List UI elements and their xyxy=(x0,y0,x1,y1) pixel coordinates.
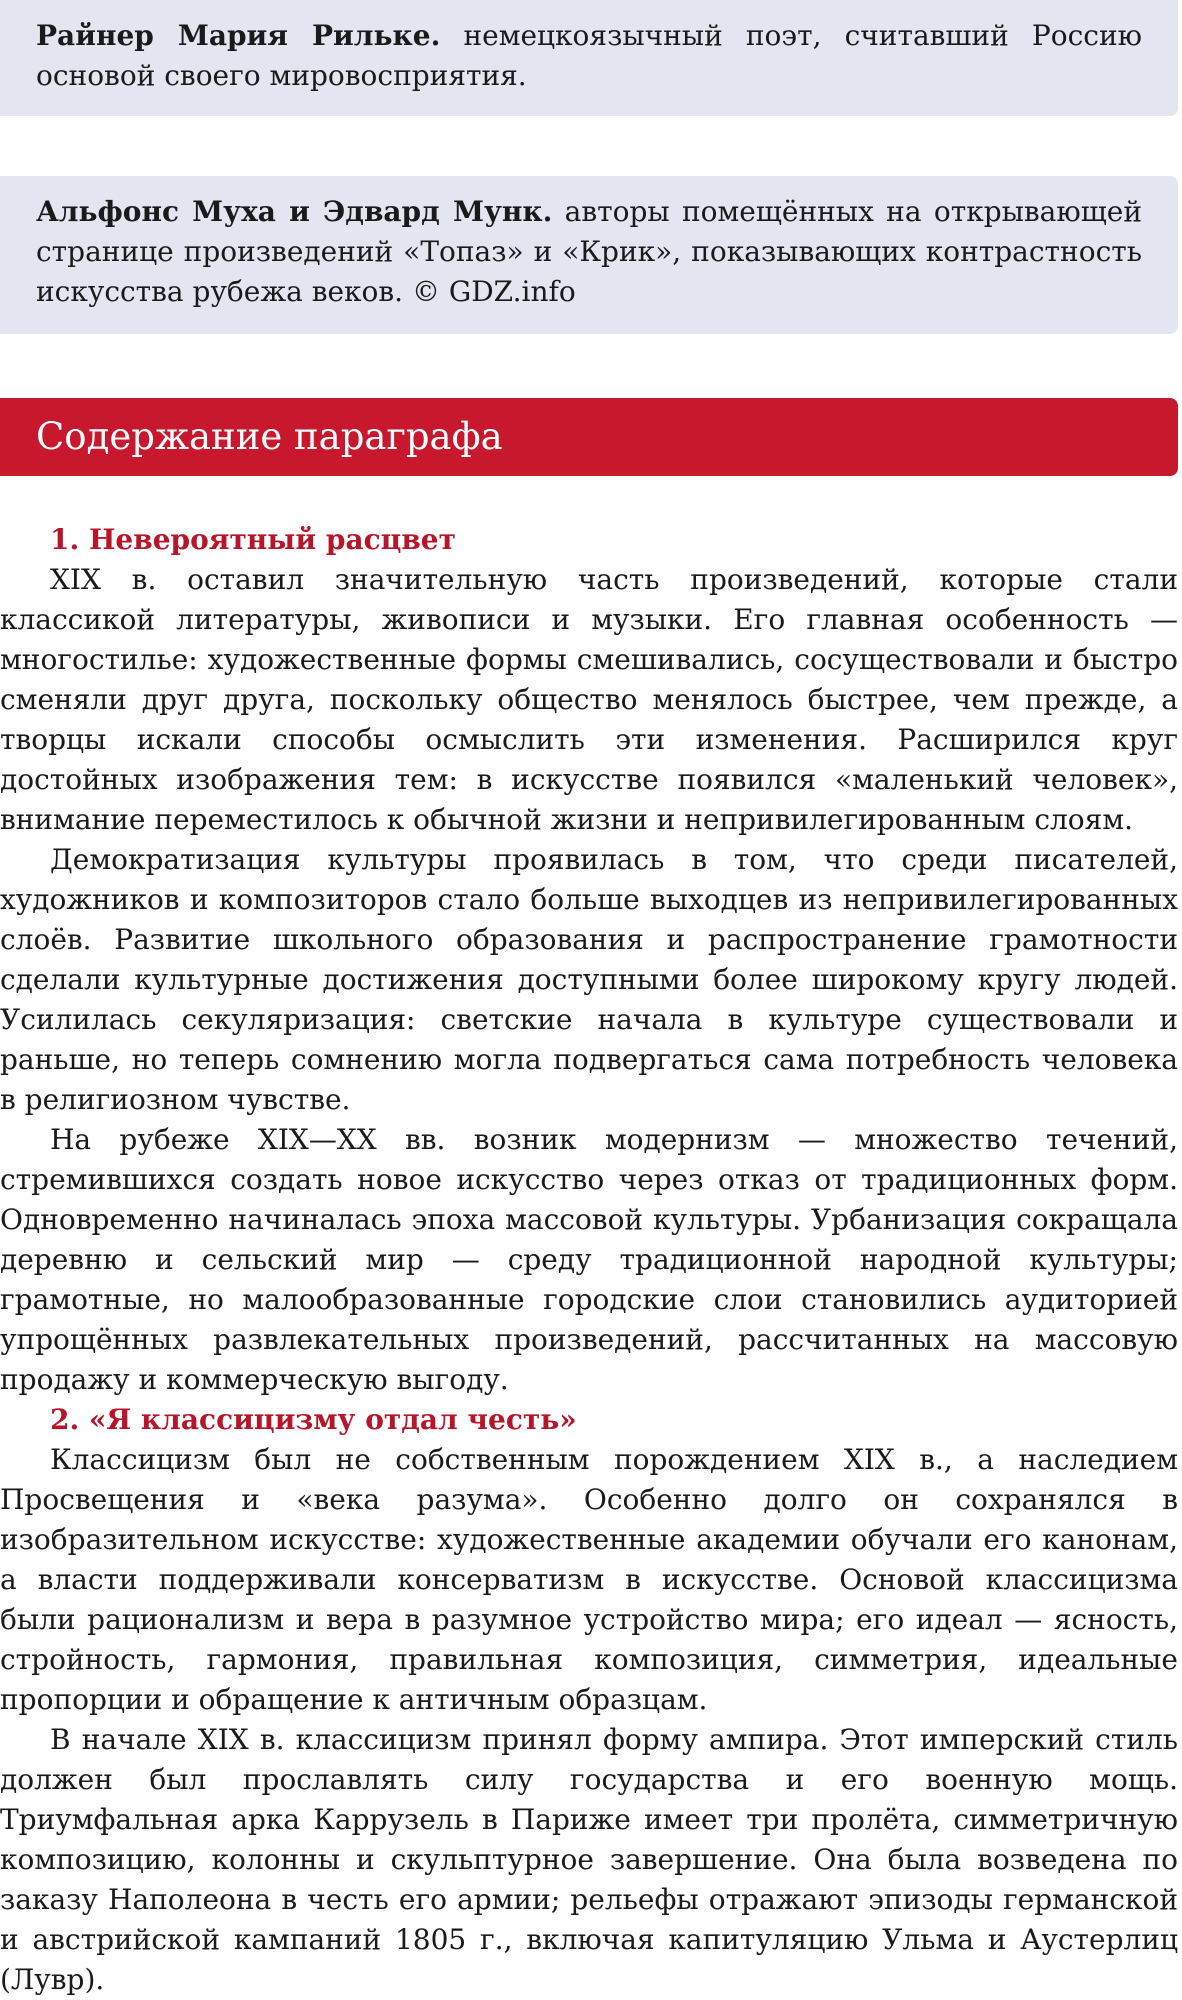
subsection-heading: 1. Невероятный расцвет xyxy=(50,523,456,556)
info-box-rilke xyxy=(0,0,1178,116)
subsection-heading: 2. «Я классицизму отдал честь» xyxy=(50,1403,577,1436)
info-box-mucha-munch xyxy=(0,176,1178,334)
info-box-person-name: Райнер Мария Рильке. xyxy=(36,19,441,52)
paragraph: Классицизм был не собственным порождением XIX в., а наследием Просвещения и «века разума». Особенно долго он сохранялся в изобразительном искусстве: художественные академии обучали его канонам, а власти поддерживали консерватизм в искусстве. Основой классицизма были рационализм и вера в разумное устройство мира; его идеал — ясность, стройность, гармония, правильная композиция, симметрия, идеальные пропорции и обращение к античным образцам. xyxy=(0,1443,1178,1716)
section-title-bar xyxy=(0,398,1178,476)
info-box-person-name: Альфонс Муха и Эдвард Мунк. xyxy=(36,195,553,228)
info-box-description: немецкоязычный поэт, считавший Россию основой своего мировосприятия. xyxy=(36,19,1142,92)
paragraph-content xyxy=(0,520,1178,2000)
paragraph: В начале XIX в. классицизм принял форму ампира. Этот имперский стиль должен был прославлять силу государства и его военную мощь. Триумфальная арка Каррузель в Париже имеет три пролёта, симметричную композицию, колонны и скульптурное завершение. Она была возведена по заказу Наполеона в честь его армии; рельефы отражают эпизоды германской и австрийской кампаний 1805 г., включая капитуляцию Ульма и Аустерлиц (Лувр). xyxy=(0,1723,1178,1996)
paragraph: Демократизация культуры проявилась в том, что среди писателей, художников и композиторов стало больше выходцев из непривилегированных слоёв. Развитие школьного образования и распространение грамотности сделали культурные достижения доступными более широкому кругу людей. Усилилась секуляризация: светские начала в культуре существовали и раньше, но теперь сомнению могла подвергаться сама потребность человека в религиозном чувстве. xyxy=(0,843,1178,1116)
paragraph: На рубеже XIX—XX вв. возник модернизм — множество течений, стремившихся создать новое искусство через отказ от традиционных форм. Одновременно начиналась эпоха массовой культуры. Урбанизация сокращала деревню и сельский мир — среду традиционной народной культуры; грамотные, но малообразованные городские слои становились аудиторией упрощённых развлекательных произведений, рассчитанных на массовую продажу и коммерческую выгоду. xyxy=(0,1123,1178,1396)
section-title: Содержание параграфа xyxy=(36,415,503,458)
info-box-description: авторы помещённых на открывающей странице произведений «Топаз» и «Крик», показывающих контрастность искусства рубежа веков. © GDZ.info xyxy=(36,195,1142,308)
paragraph: XIX в. оставил значительную часть произведений, которые стали классикой литературы, живописи и музыки. Его главная особенность — многостилье: художественные формы смешивались, сосуществовали и быстро сменяли друг друга, поскольку общество менялось быстрее, чем прежде, а творцы искали способы осмыслить эти изменения. Расширился круг достойных изображения тем: в искусстве появился «маленький человек», внимание переместилось к обычной жизни и непривилегированным слоям. xyxy=(0,563,1178,836)
